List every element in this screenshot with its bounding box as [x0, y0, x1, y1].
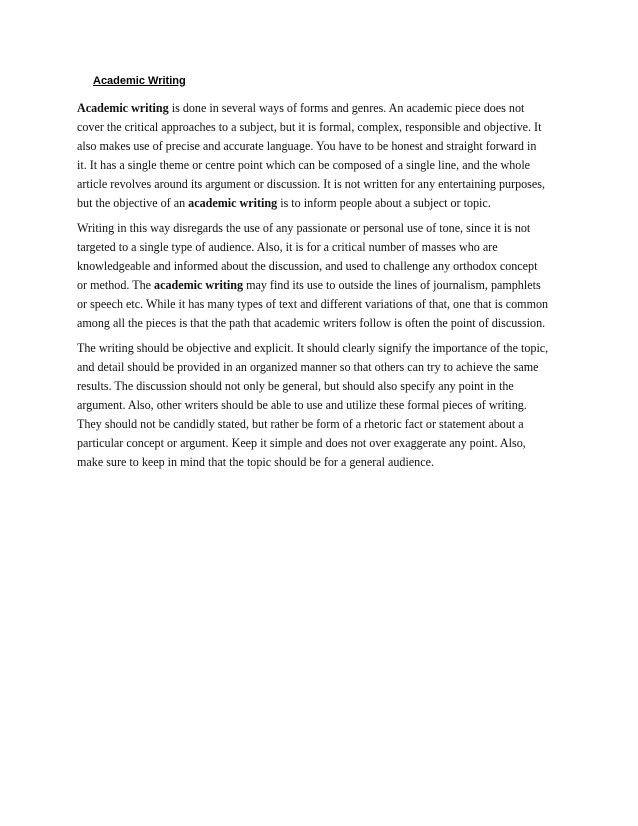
text-run: Writing in this way disregards the use of any passionate or personal use of tone, since it is not: [77, 221, 531, 235]
text-line: [77, 339, 567, 358]
text-run: The writing should be objective and explicit. It should clearly signify the importance of the topic,: [77, 341, 549, 355]
text-run: and detail should be provided in an organized manner so that others can try to achieve the same: [77, 360, 539, 374]
text-run: is done in several ways of forms and genres. An academic piece does not: [168, 101, 525, 115]
text-run: but the objective of an: [77, 196, 189, 210]
text-run: article revolves around its argument or discussion. It is not written for any entertaining purposes,: [77, 177, 545, 191]
text-line: [77, 276, 567, 295]
text-run: is to inform people about a subject or topic.: [277, 196, 491, 210]
text-line: [77, 434, 567, 453]
text-run: may find its use to outside the lines of journalism, pamphlets: [243, 278, 541, 292]
text-line: [77, 377, 567, 396]
text-line: [77, 415, 567, 434]
text-line: [77, 118, 567, 137]
text-run: knowledgeable and informed about the discussion, and used to challenge any orthodox concept: [77, 259, 538, 273]
text-run: argument. Also, other writers should be able to use and utilize these formal pieces of writing.: [77, 398, 527, 412]
text-line: [77, 257, 567, 276]
text-line: [77, 194, 567, 213]
text-line: [77, 137, 567, 156]
paragraph-3: [77, 339, 567, 472]
text-run: targeted to a single type of audience. Also, it is for a critical number of masses who are: [77, 240, 498, 254]
text-line: [77, 175, 567, 194]
text-run: make sure to keep in mind that the topic should be for a general audience.: [77, 455, 434, 469]
text-line: [77, 238, 567, 257]
bold-term: academic writing: [154, 278, 244, 292]
bold-term: academic writing: [188, 196, 278, 210]
text-line: [77, 453, 567, 472]
paragraph-1: [77, 99, 567, 213]
text-run: particular concept or argument. Keep it simple and does not over exaggerate any point. Also,: [77, 436, 526, 450]
text-line: [77, 396, 567, 415]
text-run: among all the pieces is that the path that academic writers follow is often the point of discussion.: [77, 316, 546, 330]
text-line: [77, 314, 567, 333]
text-run: or method. The: [77, 278, 155, 292]
text-line: [77, 99, 567, 118]
text-line: [77, 219, 567, 238]
text-run: also makes use of precise and accurate language. You have to be honest and straight forward in: [77, 139, 537, 153]
text-run: results. The discussion should not only be general, but should also specify any point in the: [77, 379, 514, 393]
text-run: it. It has a single theme or centre point which can be composed of a single line, and the whole: [77, 158, 531, 172]
paragraph-2: [77, 219, 567, 333]
text-run: cover the critical approaches to a subject, but it is formal, complex, responsible and objective. It: [77, 120, 542, 134]
text-run: or speech etc. While it has many types of text and different variations of that, one that is common: [77, 297, 549, 311]
bold-term: Academic writing: [77, 101, 169, 115]
text-line: [77, 358, 567, 377]
text-run: They should not be candidly stated, but rather be form of a rhetoric fact or statement about a: [77, 417, 524, 431]
document-heading: Academic Writing: [93, 75, 186, 87]
document-body: [77, 99, 567, 478]
text-line: [77, 156, 567, 175]
text-line: [77, 295, 567, 314]
